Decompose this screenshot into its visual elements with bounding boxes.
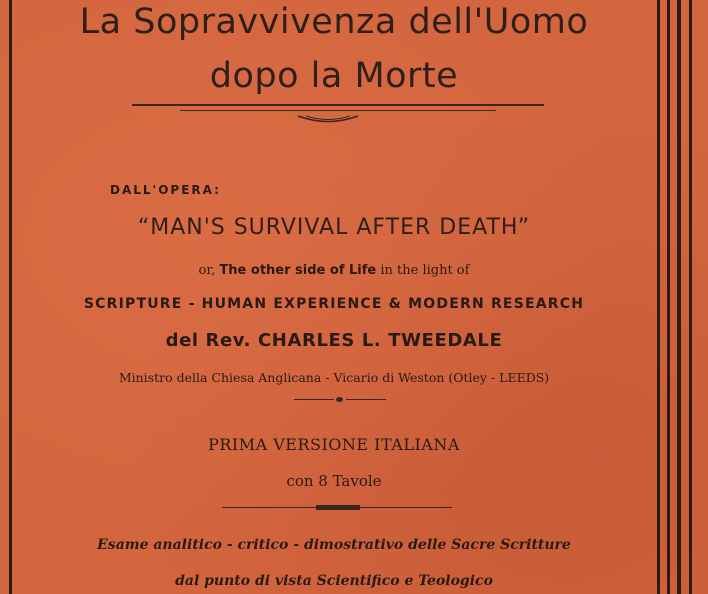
title-rule	[132, 104, 544, 106]
original-title: “MAN'S SURVIVAL AFTER DEATH”	[137, 215, 531, 240]
subtitle-suffix: in the light of	[380, 263, 470, 278]
description-line-1: Esame analitico - critico - dimostrativo delle Sacre Scritture	[97, 537, 571, 553]
edition-label: PRIMA VERSIONE ITALIANA	[208, 435, 460, 454]
title-line-2: dopo la Morte	[209, 56, 459, 96]
frame-line-right-3	[677, 0, 681, 594]
frame-line-left	[9, 0, 12, 594]
title-rule-thin	[180, 110, 496, 111]
frame-line-right-1	[657, 0, 660, 594]
divider-right	[346, 399, 386, 400]
author-role: Ministro della Chiesa Anglicana - Vicario di Weston (Otley - LEEDS)	[118, 370, 550, 385]
subtitle-line	[14, 263, 654, 278]
from-label: DALL'OPERA:	[110, 183, 221, 197]
frame-line-right-4	[689, 0, 692, 594]
plates-label: con 8 Tavole	[286, 472, 382, 490]
subtitle-prefix: or,	[198, 263, 216, 278]
section-rule-bar	[316, 505, 360, 510]
frame-line-right-2	[667, 0, 670, 594]
description-line-2: dal punto di vista Scientifico e Teologico	[175, 573, 493, 589]
divider-left	[294, 399, 334, 400]
author-name: del Rev. CHARLES L. TWEEDALE	[165, 330, 503, 351]
divider-dot-icon	[336, 397, 343, 402]
ornament-swash-icon	[296, 113, 360, 127]
subjects-line: SCRIPTURE - HUMAN EXPERIENCE & MODERN RESEARCH	[83, 296, 585, 312]
title-line-1: La Sopravvivenza dell'Uomo	[79, 2, 589, 42]
subtitle-bold: The other side of Life	[219, 263, 377, 278]
